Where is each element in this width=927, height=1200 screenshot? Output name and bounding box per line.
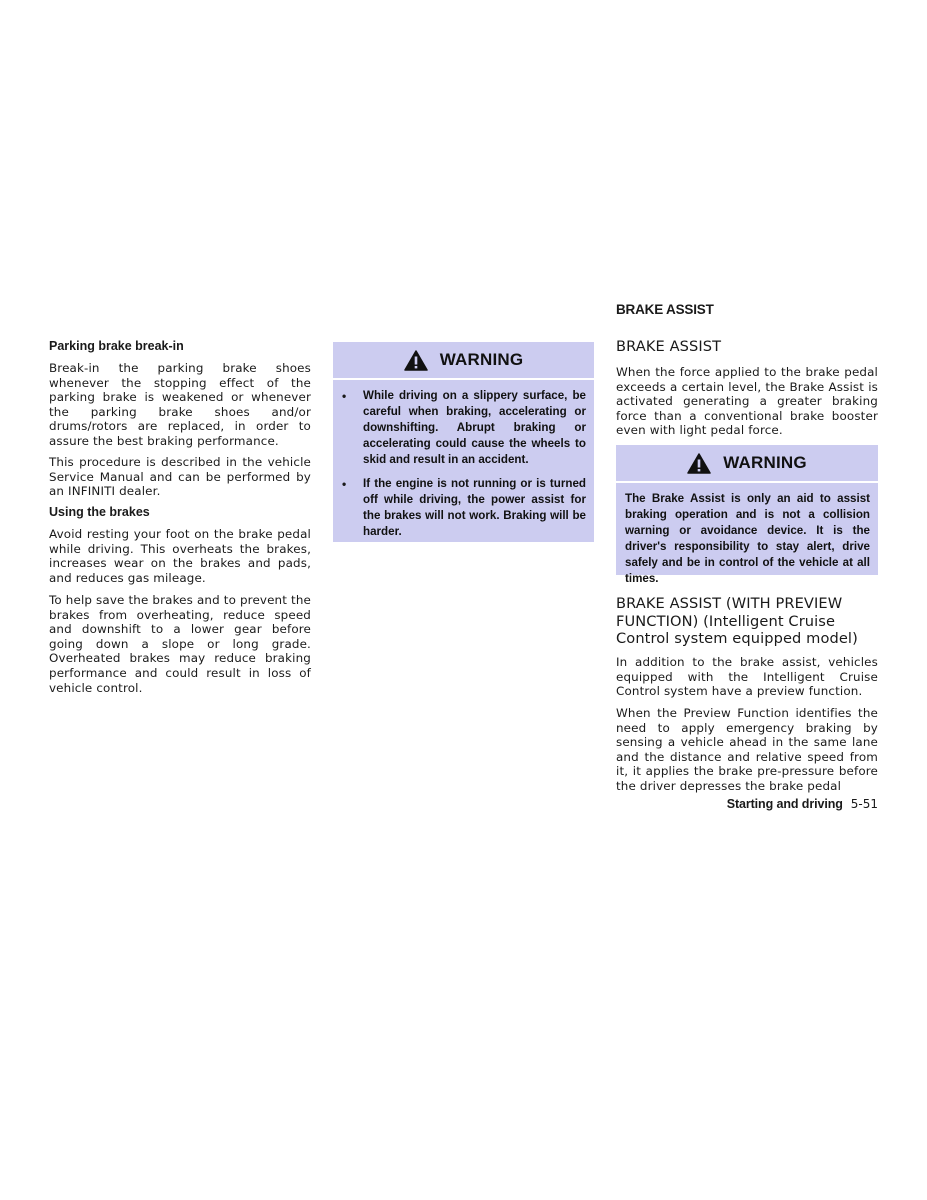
warning-box-brake-assist — [616, 445, 878, 585]
warning-list-item — [342, 388, 586, 468]
warning-header — [333, 342, 594, 378]
page-footer — [727, 797, 878, 811]
brake-assist-preview-heading: BRAKE ASSIST (WITH PREVIEW FUNCTION) (Intelligent Cruise Control system equipped model) — [616, 595, 858, 647]
using-brakes-paragraph-2: To help save the brakes and to prevent the brakes from overheating, reduce speed and downshift to a lower gear before going down a slope or long grade. Overheated brakes may reduce braking performance and could result in loss of vehicle control. — [49, 593, 311, 695]
warning-triangle-icon — [687, 453, 711, 474]
warning-header — [616, 445, 878, 481]
bullet-icon: • — [342, 389, 347, 403]
preview-paragraph-1: In addition to the brake assist, vehicles equipped with the Intelligent Cruise Control system have a preview function. — [616, 655, 878, 699]
parking-brake-paragraph-2: This procedure is described in the vehicle Service Manual and can be performed by an INFINITI dealer. — [49, 455, 311, 499]
parking-brake-subhead: Parking brake break-in — [49, 339, 184, 353]
preview-paragraph-2: When the Preview Function identifies the need to apply emergency braking by sensing a vehicle ahead in the same lane and the distance and relative speed from it, it applies the brake pre-pressure before the driver depresses the brake pedal — [616, 706, 878, 793]
using-brakes-paragraph-1: Avoid resting your foot on the brake pedal while driving. This overheats the brakes, increases wear on the brakes and pads, and reduces gas mileage. — [49, 527, 311, 585]
warning-item-text: While driving on a slippery surface, be careful when braking, accelerating or downshifting. Abrupt braking or accelerating could cause the wheels to skid and result in an accident. — [363, 389, 586, 466]
brake-assist-heading: BRAKE ASSIST — [616, 338, 722, 355]
warning-body — [333, 380, 594, 556]
warning-title: WARNING — [439, 350, 524, 369]
section-header: BRAKE ASSIST — [616, 302, 714, 317]
warning-title: WARNING — [723, 453, 807, 472]
bullet-icon: • — [342, 477, 347, 491]
brake-assist-paragraph: When the force applied to the brake pedal exceeds a certain level, the Brake Assist is activated generating a greater braking force than a conventional brake booster even with light pedal force. — [616, 365, 878, 438]
using-brakes-subhead: Using the brakes — [49, 505, 150, 519]
warning-item-text: If the engine is not running or is turned off while driving, the power assist for the brakes will not work. Braking will be harder. — [363, 477, 586, 538]
warning-body — [616, 483, 878, 595]
footer-section-name: Starting and driving — [726, 797, 843, 811]
warning-list — [342, 388, 586, 540]
page-number: 5-51 — [850, 797, 878, 811]
parking-brake-paragraph-1: Break-in the parking brake shoes whenever the stopping effect of the parking brake is weakened or whenever the parking brake shoes and/or drums/rotors are replaced, in order to assure the best braking performance. — [49, 361, 311, 448]
warning-text: The Brake Assist is only an aid to assist braking operation and is not a collision warning or avoidance device. It is the driver's responsibility to stay alert, drive safely and be in control of the vehicle at all times. — [625, 492, 870, 585]
warning-triangle-icon — [404, 350, 428, 371]
warning-list-item — [342, 476, 586, 540]
warning-box-brakes — [333, 342, 594, 542]
